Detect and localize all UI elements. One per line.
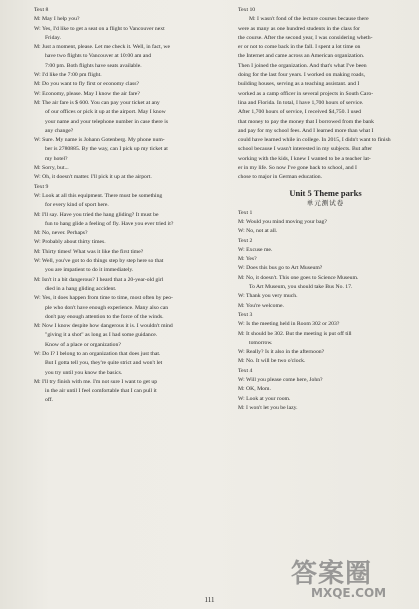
text-line: Know of a place or organization? <box>45 341 121 348</box>
text-line: you are impatient to do it immediately. <box>45 267 134 274</box>
text-line: M: May I help you? <box>34 16 80 23</box>
text-line: W: Excuse me. <box>238 246 273 253</box>
text-line: Text 1 <box>238 209 253 216</box>
text-line: have two flights to Vancouver at 10:00 am and <box>45 53 152 60</box>
text-line: M: I'll say. Have you tried the hang gliding? It must be <box>34 211 159 218</box>
text-line: Text 3 <box>238 311 253 318</box>
text-line: "giving it a shot" as long as I had some guidance. <box>45 332 158 339</box>
text-line: W: Economy, please. May I know the air fare? <box>34 90 140 97</box>
text-line: the course. After the second year, I was considering wheth- <box>238 34 373 41</box>
text-line: W: No, not at all. <box>238 228 278 235</box>
text-line: W: Thank you very much. <box>238 293 298 300</box>
text-line: ple who don't have enough experience. Many also can <box>45 304 169 311</box>
text-line: building houses, serving as a teaching assistant. and I <box>238 81 360 88</box>
text-line: worked as a camp officer in several projects in South Caro- <box>238 90 374 97</box>
text-line: Friday. <box>45 34 61 41</box>
text-line: Text 2 <box>238 237 253 244</box>
text-line: M: It should be 302. But the meeting is put off till <box>238 330 352 337</box>
text-line: and pay for my school fees. And I learned more than what I <box>238 127 374 134</box>
text-line: But I gotta tell you, they're quite strict and won't let <box>45 360 163 367</box>
text-line: M: Thirty times! What was it like the first time? <box>34 248 144 255</box>
text-line: chose to major in German education. <box>238 174 323 181</box>
text-line: you try until you know the basics. <box>45 369 123 376</box>
text-line: died in a hang gliding accident. <box>45 285 117 292</box>
text-line: M: I'll try finish with me. I'm not sure I want to get up <box>34 378 158 385</box>
text-line: M: No, never. Perhaps? <box>34 230 88 237</box>
text-line: W: Really? Is it also in the afternoon? <box>238 349 325 356</box>
text-line: that money to pay the money that I borrowed from the bank <box>238 118 374 125</box>
text-line: tomorrow. <box>249 339 273 346</box>
text-line: M: Yes? <box>238 256 257 263</box>
text-line: W: Look at your room. <box>238 395 291 402</box>
text-line: 7:00 pm. Both flights have seats available. <box>45 62 142 69</box>
text-line: W: Probably about thirty times. <box>34 239 106 246</box>
text-line: W: Will you please come here, John? <box>238 376 323 383</box>
watermark-text: 答案圈 <box>291 559 373 589</box>
text-line: W: Oh, it doesn't matter. I'll pick it up at the airport. <box>34 174 152 181</box>
text-line: don't pay enough attention to the force of the winds. <box>45 313 164 320</box>
text-line: M: Isn't it a bit dangerous? I heard that a 20-year-old girl <box>34 276 164 283</box>
text-line: my hotel? <box>45 155 68 162</box>
text-line: working with the kids, I knew I wanted to be a teacher lat- <box>238 155 371 162</box>
right-column <box>238 6 413 413</box>
text-line: Text 4 <box>238 367 253 374</box>
page-number: 111 <box>204 596 215 604</box>
text-line: of our offices or pick it up at the airport. May I know <box>45 109 166 116</box>
text-line: M: You're welcome. <box>238 302 284 309</box>
watermark-logo <box>291 553 411 603</box>
text-10-section <box>238 6 413 183</box>
watermark-url: MXQE.COM <box>311 586 387 600</box>
text-line: doing for the last four years. I worked on making roads, <box>238 72 365 79</box>
text-line: M: No, it doesn't. This one goes to Science Museum. <box>238 274 359 281</box>
text-line: Text 9 <box>34 183 49 190</box>
text-line: M: Just a moment, please. Let me check it. Well, in fact, we <box>34 44 171 51</box>
text-line: W: Is the meeting held in Room 302 or 203? <box>238 321 340 328</box>
text-line: lina and Florida. In total, I have 1,700 hours of service. <box>238 99 364 106</box>
text-line: school because I wasn't interested in my subjects. But after <box>238 146 373 153</box>
text-line: in the air until I feel comfortable that I can pull it <box>45 388 157 395</box>
unit-title: Unit 5 Theme parks <box>289 187 362 198</box>
unit-subtitle: 单元测试卷 <box>306 199 345 207</box>
text-line: M: Sorry, but... <box>34 165 69 172</box>
text-line: any change? <box>45 127 74 134</box>
text-line: were as many as one hundred students in the class for <box>238 25 360 32</box>
text-line: er in my life. So now I've gone back to school, and I <box>238 165 357 172</box>
text-line: the Internet and came across an American organization. <box>238 53 365 60</box>
text-line: off. <box>45 397 53 404</box>
text-line: Text 10 <box>238 7 256 13</box>
text-line: could have learned while in college. In 2015, I didn't want to finish <box>238 137 391 144</box>
text-line: your name and your telephone number in case there is <box>45 118 169 125</box>
text-line: M: OK, Mom. <box>238 386 271 393</box>
text-line: Text 8 <box>34 7 49 13</box>
text-line: W: Sure. My name is Johann Gotenberg. My phone num- <box>34 137 165 144</box>
text-line: W: Do I? I belong to an organization that does just that. <box>34 350 161 357</box>
text-line: W: Yes, I'd like to get a seat on a flight to Vancouver next <box>34 25 165 32</box>
text-line: After 1,700 hours of service, I received $4,750. I used <box>238 109 362 116</box>
text-line: fun to hang glide a feeling of fly. Have you ever tried it? <box>45 220 174 227</box>
text-line: M: I won't let you be lazy. <box>238 404 298 411</box>
text-line: M: The air fare is $ 600. You can pay your ticket at any <box>34 99 160 106</box>
text-line: W: Well, you've got to do things step by step here so that <box>34 258 164 265</box>
text-line: M: Now I know despite how dangerous it is. I wouldn't mind <box>34 323 173 330</box>
text-line: M: Do you want to fly first or economy class? <box>34 81 140 88</box>
text-line: W: Look at all this equipment. There must be something <box>34 192 163 199</box>
text-line: W: Does this bus go to Art Museum? <box>238 265 323 272</box>
text-line: M: No. It will be two o'clock. <box>238 358 306 365</box>
text-line: Then I joined the organization. And that's what I've been <box>238 62 367 69</box>
text-line: To Art Museum, you should take Bus No. 17. <box>249 284 353 291</box>
text-line: for every kind of sport here. <box>45 202 109 209</box>
text-line: W: Yes, it does happen from time to time, most often by peo- <box>34 295 173 302</box>
unit-5-listening-section <box>238 209 413 414</box>
text-line: er or not to come back in the fall. I spent a lot time on <box>238 44 361 51</box>
text-line: M: I wasn't fond of the lecture courses because there <box>249 16 369 23</box>
text-line: ber is 2780885. By the way, can I pick up my ticket at <box>45 146 168 153</box>
text-line: M: Would you mind moving your bag? <box>238 218 327 225</box>
text-line: W: I'd like the 7:00 pm flight. <box>34 72 102 79</box>
left-column <box>34 6 229 406</box>
